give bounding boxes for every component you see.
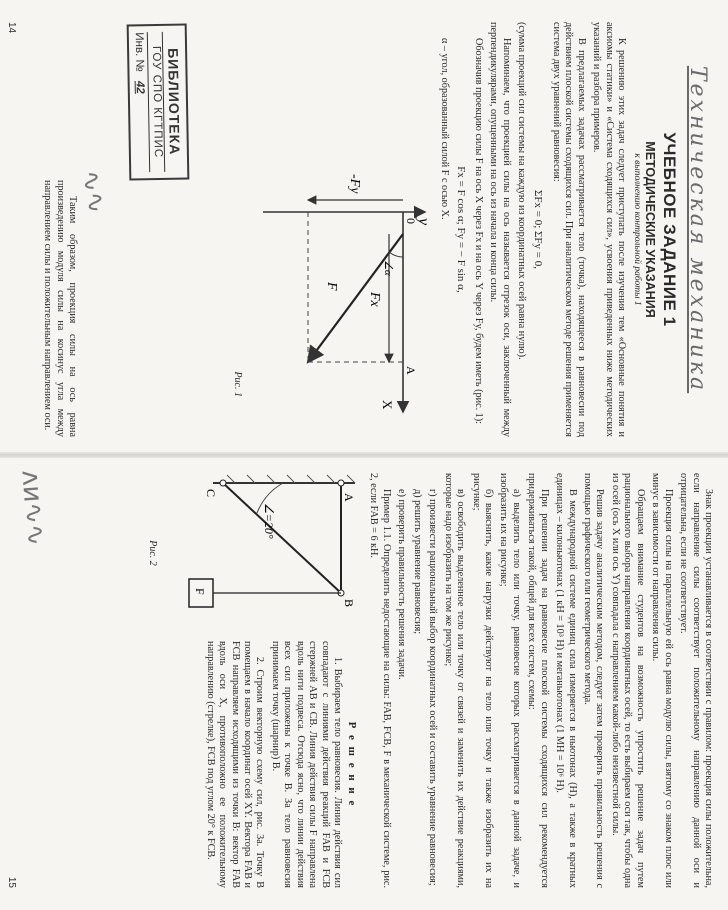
point-c-label: C: [204, 489, 219, 498]
list-item: в) освободить выделенное тело или точку от связей и заменить их действие реакциями, которые надо изобразить на том же рисунке;: [442, 473, 467, 888]
solution-paragraph: 1. Выбираем тело равновесия. Линии действия сил совпадают с линиями действия реакций FAB и FCB стержней AB и CB. Линия действия силы F направлена вдоль нити подвеса. Отсюда ясно, что линии действия всех сил приложены к точке B. За тело равновесия принимаем точку (шарнир) B.: [269, 641, 344, 888]
point-b-label: B: [342, 599, 357, 608]
alpha-arc: [389, 252, 403, 257]
angle-label: ∠=20°: [262, 503, 277, 539]
alpha-label: ∠α: [382, 260, 395, 276]
point-a-label: A: [342, 493, 357, 502]
paragraph: Обозначив проекцию силы F на ось X через Fx и на ось Y через Fy, будем иметь (рис. 1):: [473, 38, 485, 424]
right-page: [0, 455, 728, 910]
library-stamp: [127, 23, 190, 180]
stamp-inv-label: Инв. №: [132, 32, 146, 72]
rod-cb: [223, 483, 341, 593]
paragraph: К решению этих задач следует приступать после изучения тем «Основные понятия и аксиомы статики» и «Система сходящихся сил», усвоения приведенных ниже методических указаний и разбора примеров.: [591, 22, 627, 437]
stamp-inv-number: 42: [133, 80, 146, 94]
paragraph: (сумма проекций сил системы на каждую из координатных осей равна нулю).: [516, 22, 528, 360]
weight-label: F: [193, 588, 208, 595]
paragraph: В предлагаемых задачах рассматривается тело (точка), находящееся в равновесии под действием плоской системы сходящихся сил. При аналитическом методе решения применяется система двух уравнений равновесия:: [550, 22, 587, 437]
x-label: X: [380, 400, 396, 410]
origin-label: 0: [404, 218, 419, 224]
paragraph: Знак проекции устанавливается в соответствии с правилом: проекция силы положительна, если направление силы соответствует положительному направлению данной оси и отрицательна, если не соответствует.: [678, 473, 714, 888]
figure-1-caption: Рис. 1: [232, 371, 244, 397]
fx-label: Fx: [367, 292, 383, 307]
list-item: г) произвести рациональный выбор координатных осей и составить уравнение равновесия;: [427, 489, 439, 886]
example-paragraph: Пример 1.1. Определить недостающие на силы: FAB, FCB, F в механической системе, рис. 2, если FAB = 6 кН.: [368, 473, 392, 888]
page-number-left: 14: [6, 22, 17, 34]
stamp-line-2: ГОУ СПО КГТПИС: [150, 32, 165, 172]
list-item: б) выяснить, какие нагрузки действуют на тело или точку и также изобразить их на рисунке;: [470, 473, 494, 888]
pen-scribble-left: ∿∿: [74, 167, 112, 216]
paragraph: Напоминаем, что проекцией силы на ось называется отрезок оси, заключенный между перпендикулярами, опущенными на ось из начала и конца силы.: [488, 22, 512, 437]
figure-1-diagram: [243, 172, 433, 422]
solution-heading: Р е ш е н и е: [346, 721, 359, 808]
projection-formula: Fx = F cos α; Fy = − F sin α,: [454, 166, 467, 293]
stamp-line-1: БИБЛИОТЕКА: [165, 47, 183, 156]
paragraph: В международной системе единиц сила измеряется в ньютонах (Н), а также в кратных единицах – килоньютонах (1 кН = 10³ Н) и меганьютонах (1 МН = 10⁶ Н).: [554, 473, 578, 888]
pen-scribble-right: ʌᴎ∿∿: [15, 469, 51, 547]
solution-paragraph: 2. Строим векторную схему сил, рис. 3а. Точку B помещаем в начало координат осей XY. Вектора FAB и FCB направляем исходящими из точки B: вектор FAB вдоль оси X, противоположно ее положительному направлению (стрелке), FCB под углом 20° к FCB.: [204, 641, 266, 888]
paragraph: При решении задач на равновесие плоской системы сходящихся сил рекомендуется придерживаться такой, общей для всех систем, схемы:: [526, 473, 550, 888]
figure-2-diagram: [163, 473, 363, 633]
subtitle-note: к выполнению контрольной работы 1: [632, 153, 642, 306]
equilibrium-formula: ΣFx = 0; ΣFy = 0,: [532, 189, 545, 269]
paragraph: Решив задачу аналитическим методом, следует затем проверить правильность решения с помощью графического или геометрического метода.: [582, 473, 606, 888]
figure-2-caption: Рис. 2: [147, 540, 159, 566]
paragraph: Обращаем внимание студентов на возможность упростить решение задач путем рационального выбора направления координатных осей, то есть выбираем оси так, чтобы одна из осей (ось X или ось Y) совпадала с направлением какой-либо неизвестной силы.: [609, 473, 646, 888]
page-number-right: 15: [6, 876, 17, 888]
paragraph: α – угол, образованный силой F с осью X.: [438, 38, 450, 220]
point-a-label: A: [404, 366, 419, 375]
paragraph-conclusion: Таким образом, проекция силы на ось равна произведению модуля силы на косинус угла между направлением силы и положительным направлением оси.: [42, 180, 78, 437]
list-item: а) выделить тело или точку, равновесие которых рассматривается в данной задаче, и изобразить их на рисунке;: [498, 473, 522, 888]
fy-label: -Fy: [347, 174, 363, 194]
section-subtitle: МЕТОДИЧЕСКИЕ УКАЗАНИЯ: [643, 141, 657, 318]
page-title: УЧЕБНОЕ ЗАДАНИЕ 1: [660, 132, 679, 327]
list-item: е) проверить правильность решения задачи.: [396, 489, 408, 680]
handwritten-title: Техническая механика: [685, 65, 710, 394]
paragraph: Проекция силы на параллельную ей ось равна модулю силы, взятому со знаком плюс или минус в зависимости от направления силы.: [650, 473, 674, 888]
force-label: F: [324, 282, 340, 291]
stamp-line-3: [133, 32, 150, 172]
y-label: y: [415, 218, 433, 226]
list-item: д) решить уравнение равновесия;: [411, 489, 423, 635]
